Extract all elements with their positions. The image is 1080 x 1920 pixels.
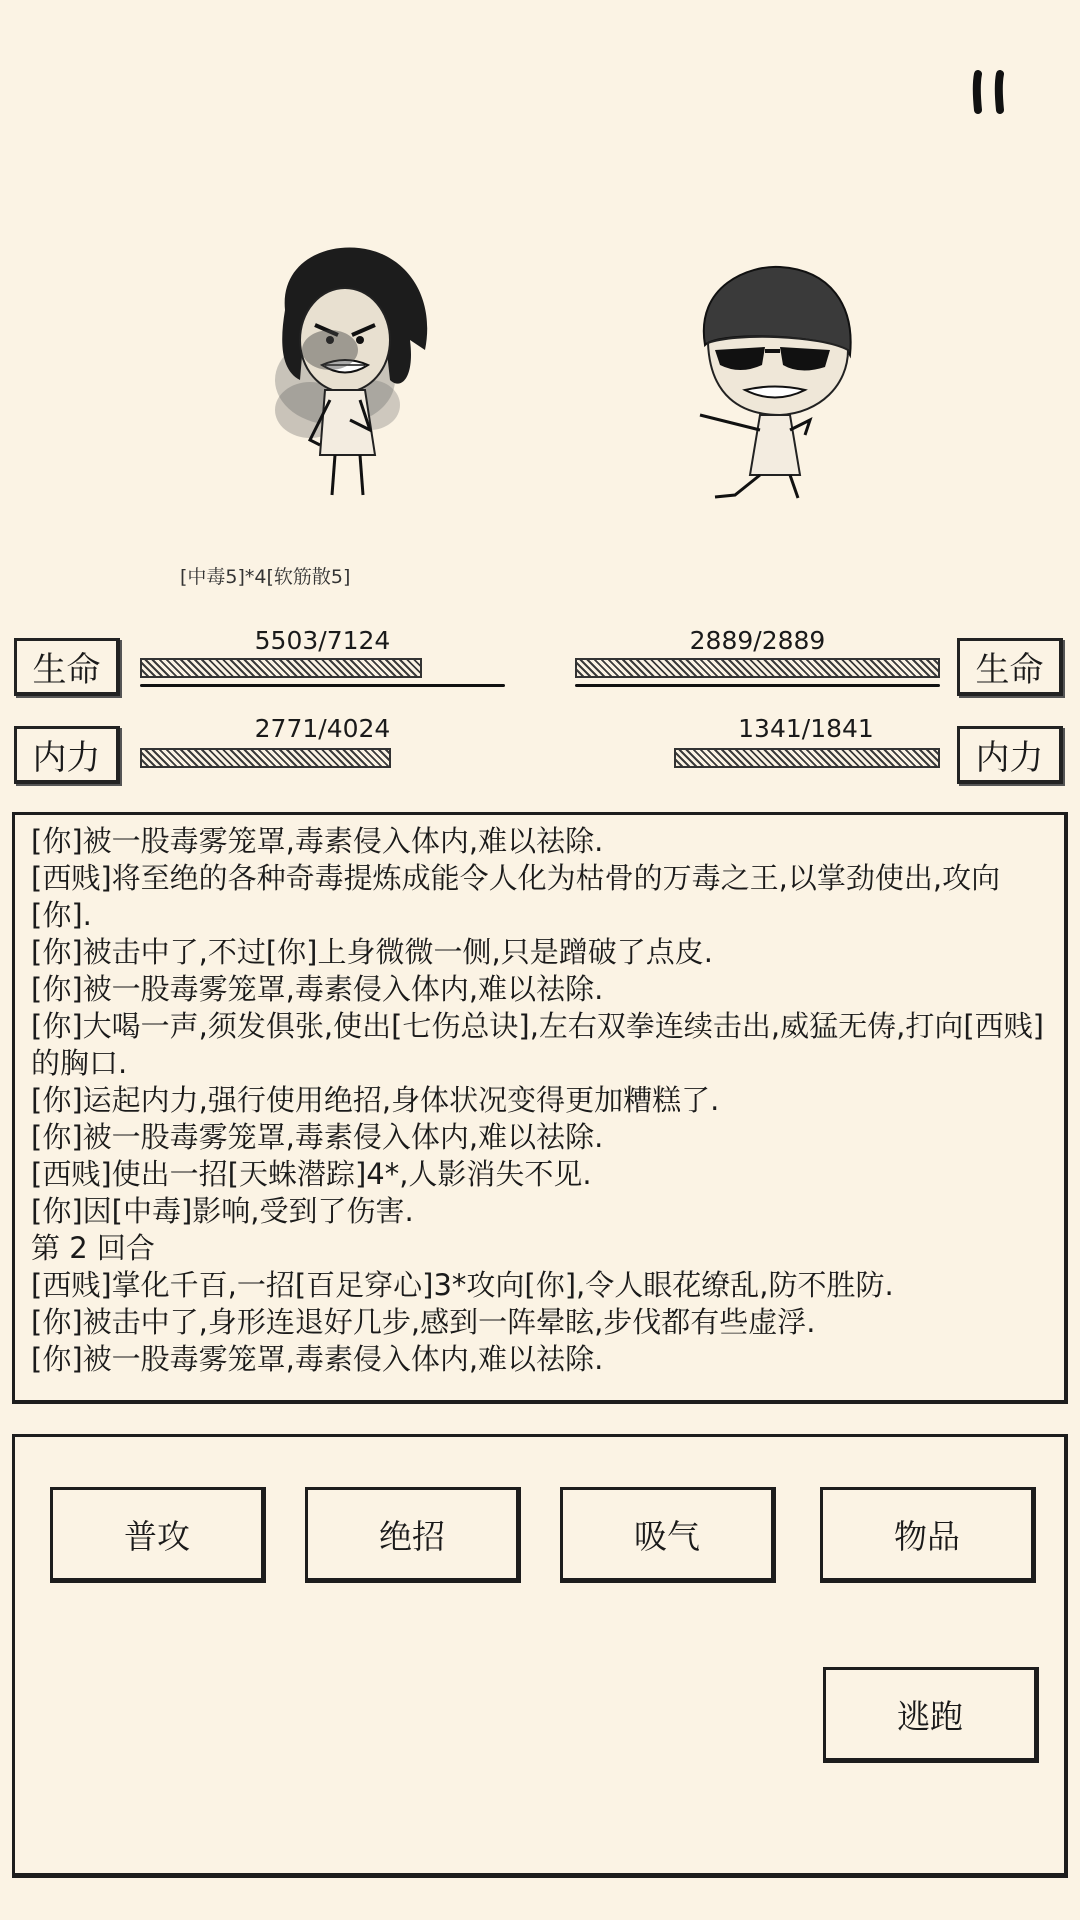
enemy-hp-track: [575, 684, 940, 687]
log-line: [你]被击中了,身形连退好几步,感到一阵晕眩,步伐都有些虚浮.: [31, 1305, 816, 1339]
log-line: [西贱]将至绝的各种奇毒提炼成能令人化为枯骨的万毒之王,以掌劲使出,攻向[你].: [31, 861, 1001, 932]
enemy-mp-value: 1341/1841: [738, 714, 874, 743]
log-line: [你]大喝一声,须发俱张,使出[七伤总诀],左右双拳连续击出,威猛无俦,打向[西贱]的胸口.: [31, 1009, 1044, 1080]
battle-log[interactable]: [12, 812, 1068, 1404]
enemy-hp-label: 生命: [957, 638, 1063, 696]
action-panel: [12, 1434, 1068, 1878]
log-line: 第 2 回合: [31, 1231, 155, 1265]
enemy-mp-label: 内力: [957, 726, 1063, 784]
enemy-mp-bar: [674, 748, 940, 768]
player-hp-label: 生命: [14, 638, 120, 696]
log-line: [你]因[中毒]影响,受到了伤害.: [31, 1194, 414, 1228]
log-line: [你]被一股毒雾笼罩,毒素侵入体内,难以祛除.: [31, 972, 604, 1006]
items-button[interactable]: 物品: [820, 1487, 1036, 1583]
player-hp-bar: [140, 658, 422, 678]
player-mp-bar: [140, 748, 391, 768]
log-line: [你]被一股毒雾笼罩,毒素侵入体内,难以祛除.: [31, 1120, 604, 1154]
player-mp-value: 2771/4024: [254, 714, 391, 743]
player-hp-track: [140, 684, 505, 687]
battle-log-content: [31, 823, 1048, 1378]
enemy-character: [690, 265, 860, 505]
enemy-hp-bar: [575, 658, 940, 678]
pause-icon[interactable]: [968, 70, 1012, 114]
log-line: [你]运起内力,强行使用绝招,身体状况变得更加糟糕了.: [31, 1083, 720, 1117]
player-character: [250, 240, 450, 510]
status-effects: [中毒5]*4[软筋散5]: [180, 566, 351, 588]
log-line: [西贱]使出一招[天蛛潜踪]4*,人影消失不见.: [31, 1157, 592, 1191]
player-mp-label: 内力: [14, 726, 120, 784]
special-move-button[interactable]: 绝招: [305, 1487, 521, 1583]
log-line: [你]被击中了,不过[你]上身微微一侧,只是蹭破了点皮.: [31, 935, 713, 969]
breathe-button[interactable]: 吸气: [560, 1487, 776, 1583]
log-line: [你]被一股毒雾笼罩,毒素侵入体内,难以祛除.: [31, 1342, 604, 1376]
player-hp-value: 5503/7124: [254, 626, 391, 655]
enemy-hp-value: 2889/2889: [689, 626, 826, 655]
attack-button[interactable]: 普攻: [50, 1487, 266, 1583]
log-line: [西贱]掌化千百,一招[百足穿心]3*攻向[你],令人眼花缭乱,防不胜防.: [31, 1268, 894, 1302]
flee-button[interactable]: 逃跑: [823, 1667, 1039, 1763]
log-line: [你]被一股毒雾笼罩,毒素侵入体内,难以祛除.: [31, 824, 604, 858]
